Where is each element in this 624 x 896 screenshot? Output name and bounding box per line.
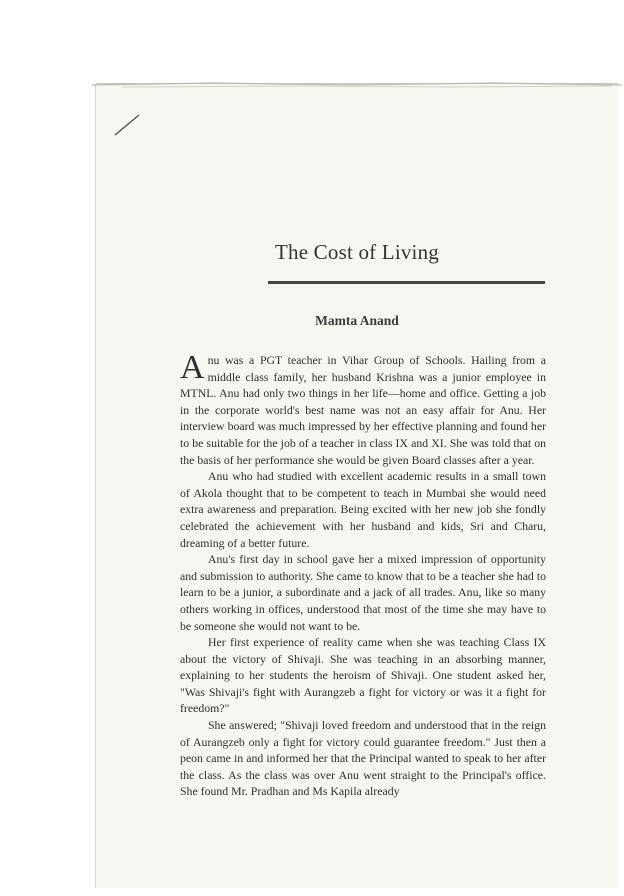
- title-rule: [268, 281, 545, 284]
- paragraph-3: Anu's first day in school gave her a mixed impression of opportunity and submission to authority. She came to know that to be a teacher she had to learn to be a junior, a subordinate and a jack of all trades. Anu, like so many others working in offices, understood that most of the time she may have to be someone she would not want to be.: [180, 552, 546, 633]
- paragraph-2: Anu who had studied with excellent academic results in a small town of Akola thought that to be competent to teach in Mumbai she would need extra awareness and preparation. Being excited with her new job she fondly celebrated the achievement with her husband and kids, Sri and Charu, dreaming of a better future.: [180, 469, 546, 550]
- paper-top-edge: [92, 80, 622, 88]
- article-title: The Cost of Living: [274, 240, 439, 264]
- article-author: Mamta Anand: [315, 313, 399, 328]
- pen-stroke-mark: [112, 112, 142, 138]
- paragraph-5: She answered; "Shivaji loved freedom and understood that in the reign of Aurangzeb only a fight for victory could guarantee freedom." Just then a peon came in and informed her that the Principal wanted to speak to her after the class. As the class was over Anu went straight to the Principal's office. She found Mr. Pradhan and Ms Kapila already: [180, 718, 546, 799]
- drop-cap: A: [180, 349, 205, 386]
- paragraph-1: [180, 349, 546, 468]
- paragraph-4: Her first experience of reality came when she was teaching Class IX about the victory of Shivaji. She was teaching in an absorbing manner, explaining to her students the heroism of Shivaji. One student asked her, "Was Shivaji's fight with Aurangzeb a fight for victory or was it a fight for freedom?": [180, 635, 546, 716]
- article-body: [180, 349, 546, 800]
- paragraph-1-text: nu was a PGT teacher in Vihar Group of Schools. Hailing from a middle class family, her husband Krishna was a junior employee in MTNL. Anu had only two things in her life—home and office. Getting a job in the corporate world's best name was not an easy affair for Anu. Her interview board was much impressed by her effective planning and found her to be suitable for the job of a teacher in class IX and XI. She was told that on the basis of her performance she would be given Board classes after a year.: [180, 353, 546, 467]
